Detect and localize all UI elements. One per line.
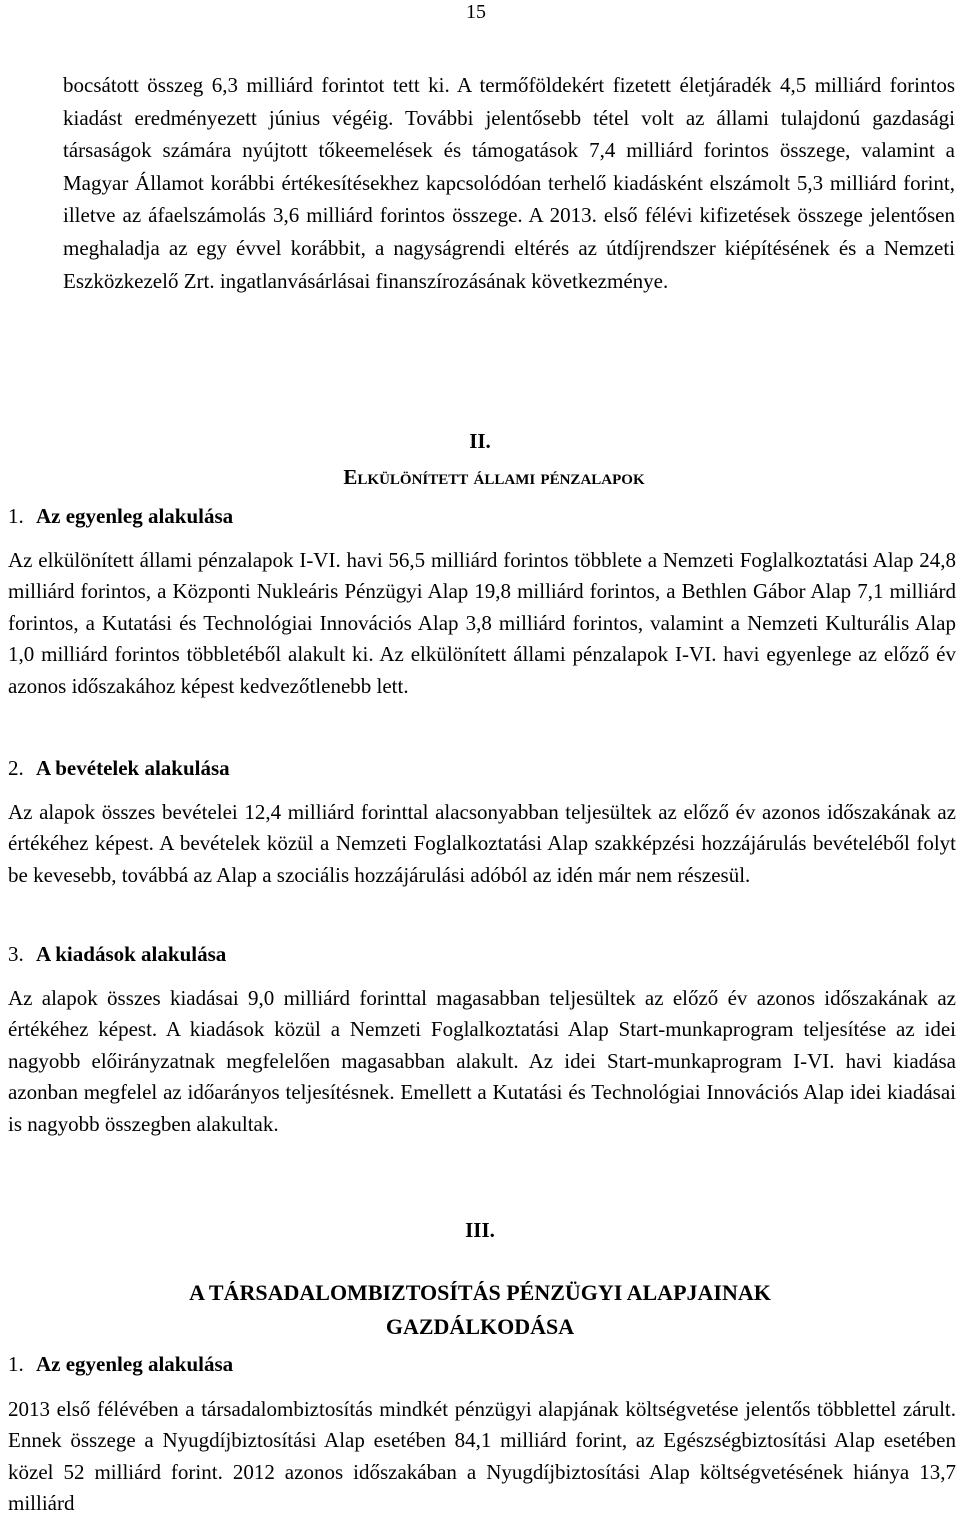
heading-title: Az egyenleg alakulása <box>36 504 234 528</box>
heading-title: A kiadások alakulása <box>36 942 227 966</box>
section-2-number: II. <box>469 429 491 453</box>
section-3-title-line-1: A TÁRSADALOMBIZTOSÍTÁS PÉNZÜGYI ALAPJAINAK <box>189 1280 771 1305</box>
page-number: 15 <box>466 1 486 23</box>
section-3-number: III. <box>465 1218 495 1242</box>
paragraph: Az alapok összes bevételei 12,4 milliárd forinttal alacsonyabban teljesültek az előző év azonos időszakának az értékéhez képest. A bevételek közül a Nemzeti Foglalkoztatási Alap szakképzési hozzájárulás bevételéből folyt be kevesebb, továbbá az Alap a szociális hozzájárulási adóból az idén már nem részesül. <box>8 800 956 887</box>
intro-section <box>63 69 955 297</box>
heading-number: 1. <box>8 1352 24 1376</box>
section-3-title-line-2: GAZDÁLKODÁSA <box>385 1314 575 1339</box>
section-2-title: Elkülönített állami pénzalapok <box>343 465 645 489</box>
section-2-body-2 <box>8 797 956 891</box>
section-2-heading-3 <box>8 941 226 967</box>
paragraph: 2013 első félévében a társadalombiztosítás mindkét pénzügyi alapjának költségvetése jelentős többlettel zárult. Ennek összege a Nyugdíjbiztosítási Alap esetében 84,1 milliárd forint, az Egészségbiztosítási Alap esetében közel 52 milliárd forint. 2012 azonos időszakában a Nyugdíjbiztosítási Alap költségvetésének hiánya 13,7 milliárd <box>8 1397 956 1516</box>
section-3-body-1 <box>8 1394 956 1520</box>
section-3-heading-1 <box>8 1351 233 1377</box>
heading-title: A bevételek alakulása <box>36 756 230 780</box>
section-2-heading-1 <box>8 503 233 529</box>
heading-number: 1. <box>8 504 24 528</box>
heading-number: 3. <box>8 942 24 966</box>
heading-number: 2. <box>8 756 24 780</box>
paragraph: Az alapok összes kiadásai 9,0 milliárd forinttal magasabban teljesültek az előző év azonos időszakának az értékéhez képest. A kiadások közül a Nemzeti Foglalkoztatási Alap Start-munkaprogram teljesítése az idei nagyobb előirányzatnak megfelelően magasabban alakult. Az idei Start-munkaprogram I-VI. havi kiadása azonban megfelel az időarányos teljesítésnek. Emellett a Kutatási és Technológiai Innovációs Alap idei kiadásai is nagyobb összegben alakultak. <box>8 986 956 1136</box>
heading-title: Az egyenleg alakulása <box>36 1352 234 1376</box>
section-2-heading-2 <box>8 755 230 781</box>
paragraph: Az elkülönített állami pénzalapok I-VI. havi 56,5 milliárd forintos többlete a Nemzeti Foglalkoztatási Alap 24,8 milliárd forintos, a Központi Nukleáris Pénzügyi Alap 19,8 milliárd forintos, a Bethlen Gábor Alap 7,1 milliárd forintos, a Kutatási és Technológiai Innovációs Alap 3,8 milliárd forintos, valamint a Nemzeti Kulturális Alap 1,0 milliárd forintos többletéből alakult ki. Az elkülönített állami pénzalapok I-VI. havi egyenlege az előző év azonos időszakához képest kedvezőtlenebb lett. <box>8 548 956 698</box>
section-2-body-1 <box>8 545 956 702</box>
intro-paragraph: bocsátott összeg 6,3 milliárd forintot tett ki. A termőföldekért fizetett életjáradék 4,5 milliárd forintos kiadást eredményezett június végéig. További jelentősebb tétel volt az állami tulajdonú gazdasági társaságok számára nyújtott tőkeemelések és támogatások 7,4 milliárd forintos összege, valamint a Magyar Államot korábbi értékesítésekhez kapcsolódóan terhelő kiadásként elszámolt 5,3 milliárd forint, illetve az áfaelszámolás 3,6 milliárd forintos összege. A 2013. első félévi kifizetések összege jelentősen meghaladja az egy évvel korábbit, a nagyságrendi eltérés az útdíjrendszer kiépítésének és a Nemzeti Eszközkezelő Zrt. ingatlanvásárlásai finanszírozásának következménye. <box>63 73 955 293</box>
section-2-body-3 <box>8 983 956 1140</box>
